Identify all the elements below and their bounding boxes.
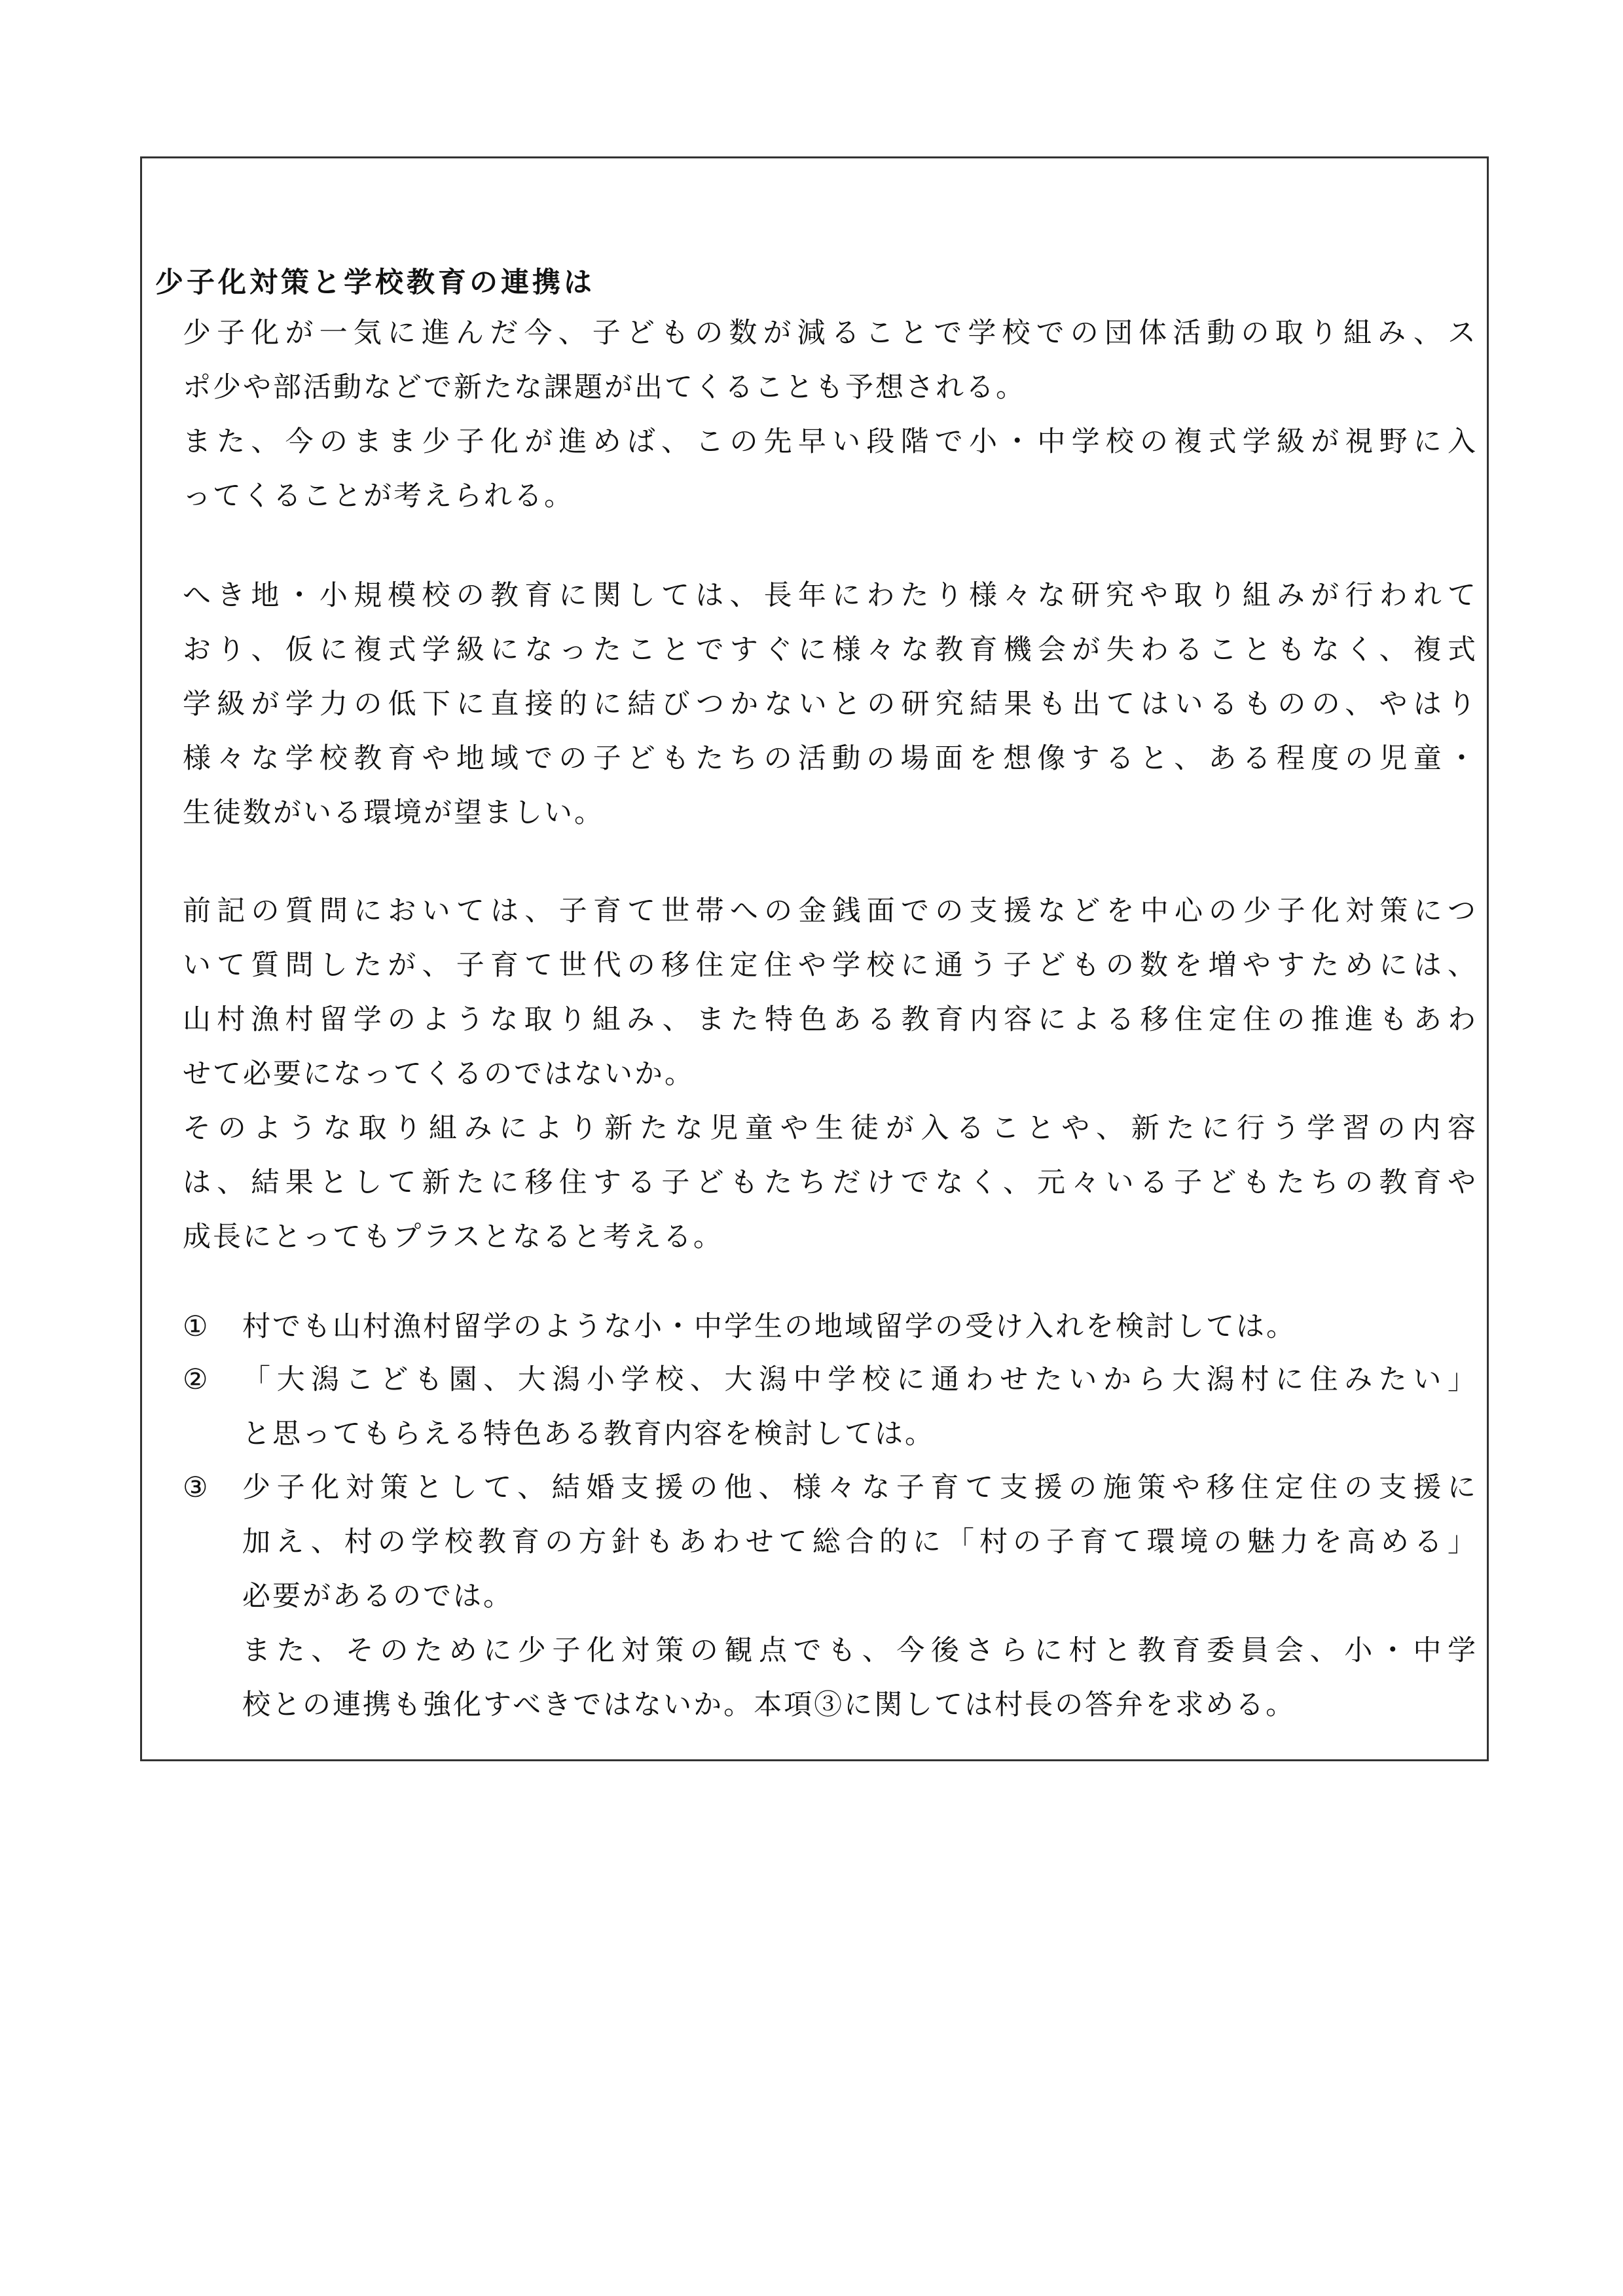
paragraph-line: そのような取り組みにより新たな児童や生徒が入ることや、新たに行う学習の内容: [183, 1112, 1476, 1145]
paragraph-line: また、今のまま少子化が進めば、この先早い段階で小・中学校の複式学級が視野に入: [183, 425, 1476, 458]
paragraph-line: おり、仮に複式学級になったことですぐに様々な教育機会が失わることもなく、複式: [183, 634, 1476, 666]
paragraph-line: せて必要になってくるのではないか。: [183, 1058, 695, 1090]
paragraph-line: 生徒数がいる環境が望ましい。: [183, 797, 604, 829]
item-line: と思ってもらえる特色ある教育内容を検討しては。: [242, 1418, 935, 1450]
item-line: 必要があるのでは。: [242, 1580, 513, 1613]
paragraph-line: 少子化が一気に進んだ今、子どもの数が減ることで学校での団体活動の取り組み、ス: [183, 317, 1476, 350]
paragraph-line: 様々な学校教育や地域での子どもたちの活動の場面を想像すると、ある程度の児童・: [183, 742, 1476, 775]
item-line: 「大潟こども園、大潟小学校、大潟中学校に通わせたいから大潟村に住みたい」: [242, 1363, 1476, 1396]
item-line: 村でも山村漁村留学のような小・中学生の地域留学の受け入れを検討しては。: [242, 1310, 1296, 1343]
item-line: 校との連携も強化すべきではないか。本項③に関しては村長の答弁を求める。: [242, 1689, 1296, 1721]
paragraph-line: ってくることが考えられる。: [183, 480, 574, 512]
item-line: また、そのために少子化対策の観点でも、今後さらに村と教育委員会、小・中学: [242, 1634, 1476, 1667]
section-heading: 少子化対策と学校教育の連携は: [155, 266, 595, 299]
item-marker: ②: [183, 1363, 208, 1396]
paragraph-line: 前記の質問においては、子育て世帯への金銭面での支援などを中心の少子化対策につ: [183, 895, 1476, 927]
paragraph-line: は、結果として新たに移住する子どもたちだけでなく、元々いる子どもたちの教育や: [183, 1166, 1476, 1199]
item-marker: ①: [183, 1310, 208, 1343]
paragraph-line: 山村漁村留学のような取り組み、また特色ある教育内容による移住定住の推進もあわ: [183, 1003, 1476, 1036]
item-line: 少子化対策として、結婚支援の他、様々な子育て支援の施策や移住定住の支援に: [242, 1471, 1476, 1504]
item-marker: ③: [183, 1471, 208, 1504]
paragraph-line: 学級が学力の低下に直接的に結びつかないとの研究結果も出てはいるものの、やはり: [183, 688, 1476, 721]
item-line: 加え、村の学校教育の方針もあわせて総合的に「村の子育て環境の魅力を高める」: [242, 1526, 1476, 1558]
paragraph-line: ポ少や部活動などで新たな課題が出てくることも予想される。: [183, 371, 1026, 404]
paragraph-line: いて質問したが、子育て世代の移住定住や学校に通う子どもの数を増やすためには、: [183, 949, 1476, 982]
paragraph-line: 成長にとってもプラスとなると考える。: [183, 1221, 723, 1253]
paragraph-line: へき地・小規模校の教育に関しては、長年にわたり様々な研究や取り組みが行われて: [183, 579, 1476, 612]
